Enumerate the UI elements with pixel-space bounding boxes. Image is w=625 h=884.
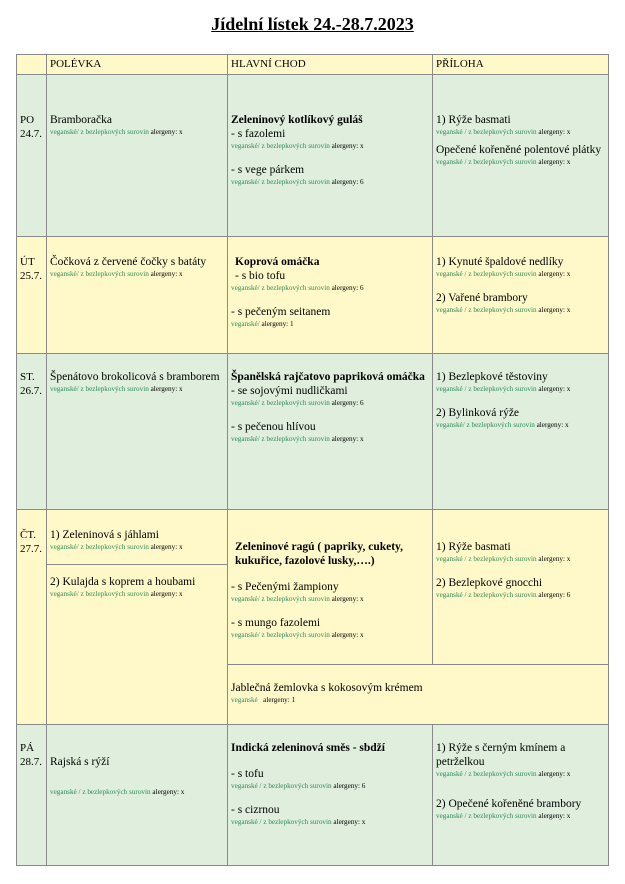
allergens: alergeny: x [538, 555, 571, 563]
allergens: alergeny: x [331, 142, 364, 150]
side-name: 1) Kynuté špaldové nedlíky [436, 256, 564, 268]
diet-tag: veganské/ z bezlepkových surovin [50, 543, 149, 551]
header-day [17, 55, 47, 75]
allergens: alergeny: x [150, 270, 183, 278]
soup-cell [47, 725, 228, 866]
allergens: alergeny: x [150, 385, 183, 393]
diet-note [50, 269, 224, 279]
diet-tag: veganské / z bezlepkových surovin [436, 270, 537, 278]
allergens: alergeny: x [538, 385, 571, 393]
allergens: alergeny: x [333, 818, 366, 826]
diet-note [231, 319, 429, 329]
diet-note [436, 811, 605, 821]
day-row-tuesday [17, 237, 609, 354]
day-cell [17, 354, 47, 510]
allergens: alergeny: x [150, 128, 183, 136]
allergens: alergeny: x [538, 158, 571, 166]
soup-cell [47, 510, 228, 565]
diet-note [436, 127, 605, 137]
day-row-friday [17, 725, 609, 866]
diet-tag: veganské/ z bezlepkových surovin [231, 435, 330, 443]
diet-tag: veganské / z bezlepkových surovin [436, 128, 537, 136]
header-side: PŘÍLOHA [433, 55, 609, 75]
diet-tag: veganské / z bezlepkových surovin [231, 782, 332, 790]
allergens: alergeny: 6 [331, 284, 364, 292]
day-row-thursday [17, 510, 609, 565]
day-label: ÚT [20, 256, 35, 268]
main-cell [228, 725, 433, 866]
header-soup: POLÉVKA [47, 55, 228, 75]
side-name: 1) Rýže basmati [436, 114, 511, 126]
diet-tag: veganské / z bezlepkových surovin [436, 591, 537, 599]
soup-name: Špenátovo brokolicová s bramborem [50, 371, 220, 383]
soup-cell [47, 354, 228, 510]
diet-note [231, 695, 605, 705]
main-title: Španělská rajčatovo papriková omáčka [231, 371, 425, 383]
menu-table [16, 54, 609, 866]
day-label: PÁ [20, 742, 35, 754]
main-cell [228, 75, 433, 237]
main-cell [228, 354, 433, 510]
diet-note [231, 817, 429, 827]
allergens: alergeny: x [152, 788, 185, 796]
soup-name: Bramboračka [50, 114, 112, 126]
side-cell [433, 510, 609, 665]
diet-tag: veganské/ z bezlepkových surovin [50, 270, 149, 278]
diet-note [436, 554, 605, 564]
day-cell [17, 510, 47, 725]
diet-note [436, 269, 605, 279]
header-main: HLAVNÍ CHOD [228, 55, 433, 75]
diet-tag: veganské/ [231, 320, 260, 328]
soup-name: 2) Kulajda s koprem a houbami [50, 576, 196, 588]
diet-tag: veganské/ z bezlepkových surovin [50, 385, 149, 393]
diet-tag: veganské / z bezlepkových surovin [436, 812, 537, 820]
main-variant: - s pečeným seitanem [231, 306, 331, 318]
diet-tag: veganské / z bezlepkových surovin [436, 770, 537, 778]
allergens: alergeny: x [538, 128, 571, 136]
allergens: alergeny: x [331, 435, 364, 443]
diet-note [436, 157, 605, 167]
day-cell [17, 725, 47, 866]
main-title: Zeleninové ragú ( papriky, cukety, kukuřice, fazolové lusky,….) [235, 541, 404, 567]
diet-note [50, 127, 224, 137]
main-variant: - s pečenou hlívou [231, 421, 316, 433]
diet-note [231, 141, 429, 151]
side-cell [433, 237, 609, 354]
allergens: alergeny: 6 [333, 782, 366, 790]
day-date: 24.7. [20, 128, 42, 140]
side-name: 1) Bezlepkové těstoviny [436, 371, 548, 383]
side-name: 1) Rýže s černým kmínem a petrželkou [436, 742, 566, 768]
allergens: alergeny: x [538, 270, 571, 278]
diet-tag: veganské/ z bezlepkových surovin [231, 178, 330, 186]
diet-note [50, 589, 224, 599]
soup-name: 1) Zeleninová s jáhlami [50, 529, 159, 541]
allergens: alergeny: 6 [331, 399, 364, 407]
allergens: alergeny: 6 [331, 178, 364, 186]
allergens: alergeny: x [150, 543, 183, 551]
diet-note [231, 177, 429, 187]
header-row [17, 55, 609, 75]
side-name: 2) Bezlepkové gnocchi [436, 577, 543, 589]
diet-note [50, 384, 224, 394]
allergens: alergeny: 1 [263, 696, 296, 704]
diet-tag: veganské/ z bezlepkových surovin [436, 421, 535, 429]
side-name: 2) Bylinková rýže [436, 407, 520, 419]
diet-tag: veganské/ z bezlepkových surovin [231, 142, 330, 150]
soup-cell [47, 237, 228, 354]
diet-tag: veganské/ z bezlepkových surovin [231, 631, 330, 639]
day-label: ST. [20, 371, 35, 383]
side-cell [433, 725, 609, 866]
diet-note [231, 630, 429, 640]
diet-tag: veganské / z bezlepkových surovin [50, 788, 151, 796]
allergens: alergeny: x [538, 812, 571, 820]
allergens: alergeny: x [331, 631, 364, 639]
day-label: ČT. [20, 529, 36, 541]
page-title: Jídelní lístek 24.-28.7.2023 [211, 14, 414, 34]
soup-name: Čočková z červené čočky s batáty [50, 256, 207, 268]
diet-tag: veganské/ z bezlepkových surovin [231, 595, 330, 603]
allergens: alergeny: x [150, 590, 183, 598]
diet-note [50, 542, 224, 552]
main-variant: - s fazolemi [231, 128, 286, 140]
diet-note [231, 594, 429, 604]
day-date: 26.7. [20, 385, 42, 397]
allergens: alergeny: x [536, 421, 569, 429]
main-title: Indická zeleninová směs - sbdží [231, 742, 385, 754]
diet-note [231, 283, 429, 293]
side-cell [433, 75, 609, 237]
main-title: Zeleninový kotlíkový guláš [231, 114, 363, 126]
side-name: Opečené kořeněné polentové plátky [436, 144, 602, 156]
side-name: 1) Rýže basmati [436, 541, 511, 553]
diet-note [436, 384, 605, 394]
diet-tag: veganské/ z bezlepkových surovin [50, 128, 149, 136]
diet-tag: veganské / z bezlepkových surovin [436, 555, 537, 563]
allergens: alergeny: 1 [261, 320, 294, 328]
day-cell [17, 237, 47, 354]
day-date: 25.7. [20, 270, 42, 282]
diet-tag: veganské / z bezlepkových surovin [436, 385, 537, 393]
diet-tag: veganské / z bezlepkových surovin [436, 306, 537, 314]
diet-tag: veganské/ z bezlepkových surovin [50, 590, 149, 598]
soup-cell [47, 565, 228, 725]
main-variant: - s cizrnou [231, 804, 280, 816]
soup-name: Rajská s rýží [50, 756, 110, 768]
diet-tag: veganské / z bezlepkových surovin [436, 158, 537, 166]
day-row-monday [17, 75, 609, 237]
main-cell [228, 510, 433, 665]
diet-note [231, 434, 429, 444]
day-row-wednesday [17, 354, 609, 510]
allergens: alergeny: 6 [538, 591, 571, 599]
side-cell [433, 354, 609, 510]
side-name: 2) Opečené kořeněné brambory [436, 798, 582, 810]
main-variant: - s tofu [231, 768, 264, 780]
allergens: alergeny: x [538, 306, 571, 314]
diet-note [231, 781, 429, 791]
allergens: alergeny: x [331, 595, 364, 603]
day-date: 28.7. [20, 756, 42, 768]
diet-tag: veganské/ z bezlepkových surovin [231, 399, 330, 407]
main-variant: - se sojovými nudličkami [231, 385, 348, 397]
diet-tag: veganské/ z bezlepkových surovin [231, 284, 330, 292]
main-variant: - s vege párkem [231, 164, 305, 176]
dessert-name: Jablečná žemlovka s kokosovým krémem [231, 682, 423, 694]
diet-note [436, 420, 605, 430]
main-title: Koprová omáčka [235, 256, 320, 268]
soup-cell [47, 75, 228, 237]
main-variant: - s mungo fazolemi [231, 617, 321, 629]
diet-note [436, 590, 605, 600]
side-name: 2) Vařené brambory [436, 292, 528, 304]
diet-note [50, 787, 224, 797]
main-variant: - s Pečenými žampiony [231, 581, 339, 593]
day-date: 27.7. [20, 543, 42, 555]
diet-tag: veganské [231, 696, 258, 704]
diet-note [436, 305, 605, 315]
diet-note [436, 769, 605, 779]
day-label: PO [20, 114, 35, 126]
day-cell [17, 75, 47, 237]
dessert-cell [228, 665, 609, 725]
allergens: alergeny: x [538, 770, 571, 778]
main-variant: - s bio tofu [235, 270, 286, 282]
diet-note [231, 398, 429, 408]
diet-tag: veganské / z bezlepkových surovin [231, 818, 332, 826]
main-cell [228, 237, 433, 354]
